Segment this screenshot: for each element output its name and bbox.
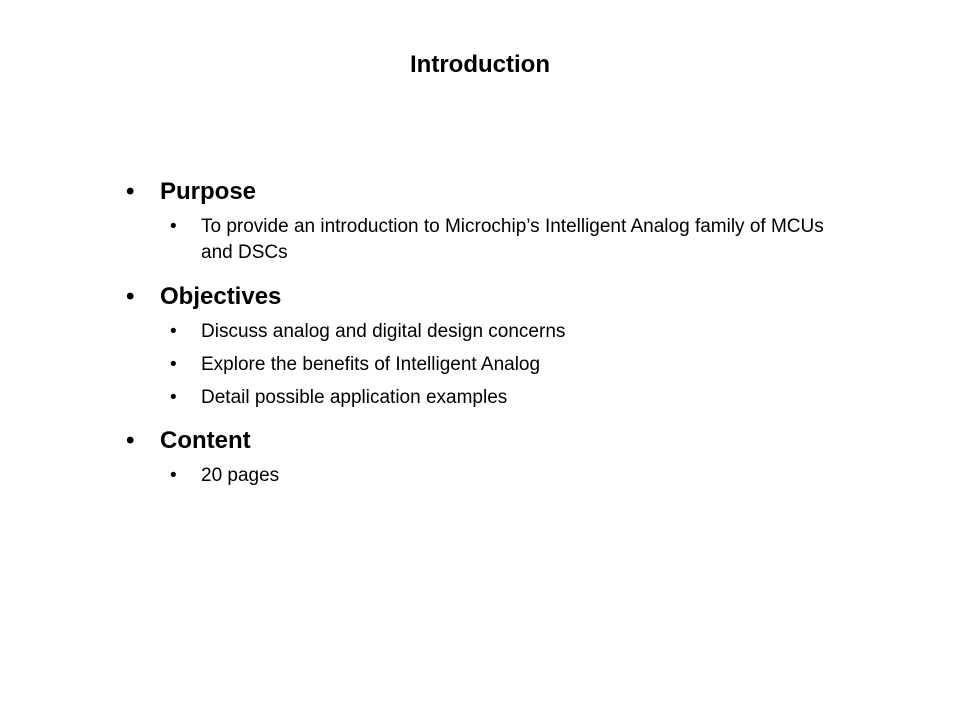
sub-bullet-text: 20 pages — [201, 465, 280, 486]
sub-bullet-text: To provide an introduction to Microchip’s Intelligent Analog family of MCUs and DSCs — [201, 216, 824, 263]
bullet-marker: • — [170, 354, 177, 375]
section-content — [126, 425, 846, 489]
sub-bullet-item — [126, 319, 846, 345]
slide-title: Introduction — [410, 51, 550, 78]
bullet-marker: • — [170, 216, 177, 237]
sub-bullet-item — [126, 352, 846, 378]
sub-bullet-item — [126, 463, 846, 489]
bullet-marker: • — [170, 387, 177, 408]
sub-bullet-text: Detail possible application examples — [201, 387, 508, 408]
bullet-marker: • — [126, 427, 135, 454]
bullet-marker: • — [126, 178, 135, 205]
section-objectives — [126, 281, 846, 411]
slide-body — [126, 176, 846, 496]
sub-bullet-item — [126, 214, 846, 266]
sub-bullet-text: Explore the benefits of Intelligent Analog — [201, 354, 541, 375]
section-heading-purpose: Purpose — [160, 178, 257, 205]
bullet-marker: • — [170, 465, 177, 486]
sub-bullet-list — [126, 463, 846, 489]
bullet-marker: • — [170, 321, 177, 342]
section-heading-content: Content — [160, 427, 251, 454]
sub-bullet-item — [126, 385, 846, 411]
sub-bullet-text: Discuss analog and digital design concerns — [201, 321, 566, 342]
sub-bullet-list — [126, 319, 846, 411]
section-heading-row — [126, 281, 846, 313]
section-purpose — [126, 176, 846, 266]
sub-bullet-list — [126, 214, 846, 266]
section-heading-row — [126, 176, 846, 208]
section-heading-row — [126, 425, 846, 457]
bullet-marker: • — [126, 283, 135, 310]
section-heading-objectives: Objectives — [160, 283, 282, 310]
